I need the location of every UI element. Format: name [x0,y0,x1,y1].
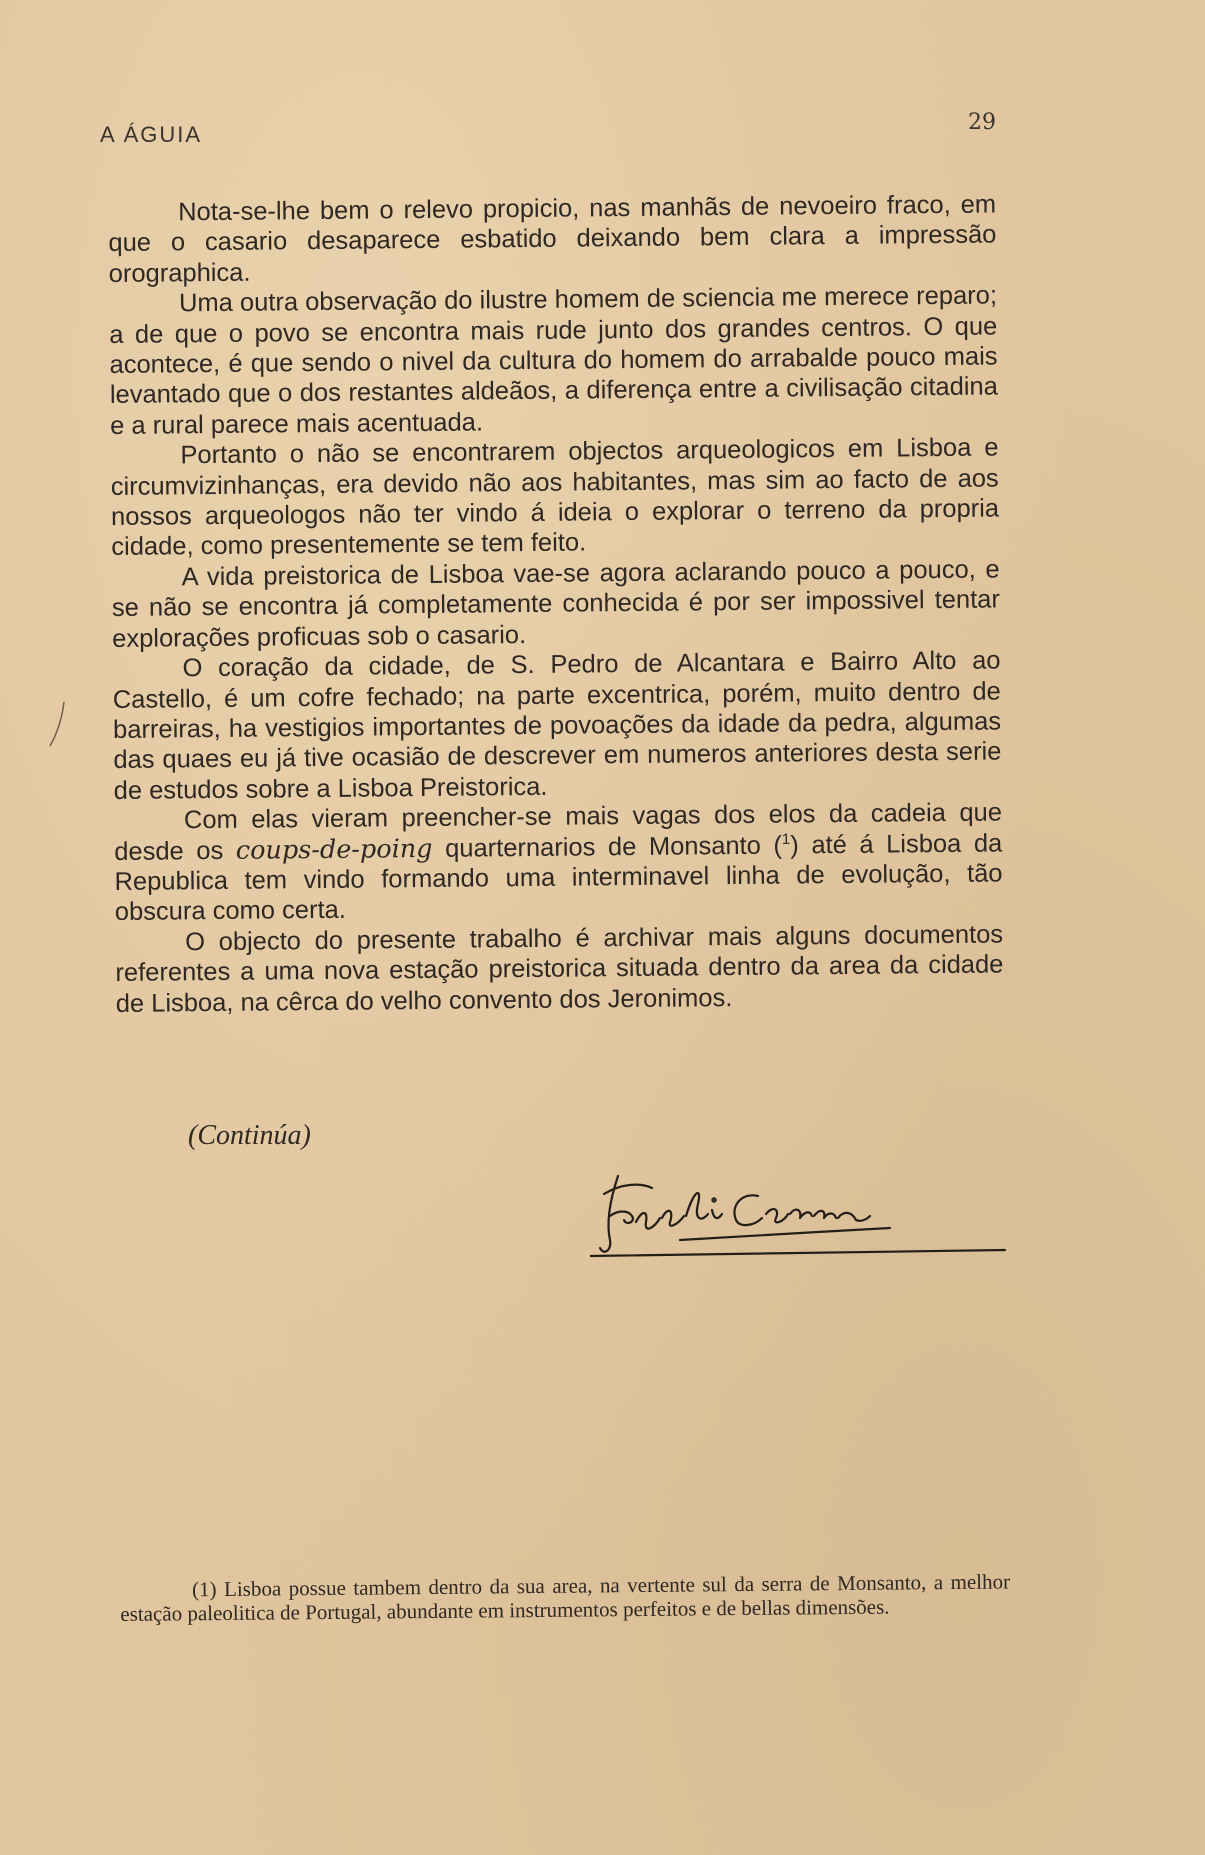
paragraph-6 [114,798,1003,928]
paragraph-6-text-b: quarternarios de Monsanto ( [432,831,783,863]
running-title: A ÁGUIA [100,122,203,147]
paragraph-3-text: Portanto o não se encontrarem objectos arqueologicos em Lisboa e circumvizinhanças, era devido não aos habitantes, mas sim ao facto de aos nossos arqueologos não ter vindo á ideia o explorar o terreno da propria cidade, como presentemente se tem feito. [110,433,1000,562]
paragraph-4 [112,554,1001,654]
margin-pencil-mark [48,700,68,750]
article-body [108,189,1004,1018]
paragraph-3 [110,433,999,563]
paragraph-5-text: O coração da cidade, de S. Pedro de Alcantara e Bairro Alto ao Castello, é um cofre fechado; na parte excentrica, porém, muito dentro de barreiras, ha vestigios importantes de povoações da idade da pedra, algumas das quaes eu já tive ocasião de descrever em numeros anteriores desta serie de estudos sobre a Lisboa Preistorica. [112,646,1002,805]
paragraph-6-text-c: ) até á Lisboa da Republica tem vindo formando uma interminavel linha de evolução, tão obscura como certa. [114,828,1003,927]
footnote-marker: (1) [191,1577,217,1602]
page-number: 29 [968,110,996,135]
footnote-text: Lisboa possue tambem dentro da sua area, na vertente sul da serra de Monsanto, a melhor estação paleolitica de Portugal, abundante em instrumentos perfeitos e de bellas dimensões. [120,1569,1011,1626]
paragraph-4-text: A vida preistorica de Lisboa vae-se agora aclarando pouco a pouco, e se não se encontra já completamente conhecida é por ser impossivel tentar explorações proficuas sob o casario. [111,555,1001,653]
paragraph-6-italic: coups-de-poing [235,833,433,866]
paragraph-2 [109,281,998,442]
paragraph-5 [112,646,1001,807]
paragraph-1 [108,189,997,289]
footnote [120,1569,1010,1626]
paragraph-6-text-a: Com elas vieram preencher-se mais vagas dos elos da cadeia que desde os [114,798,1003,866]
paragraph-2-text: Uma outra observação do ilustre homem de sciencia me merece reparo; a de que o povo se encontra mais rude junto dos grandes centros. O que acontece, é que sendo o nivel da cultura do homem do arrabalde pouco mais levantado que o dos restantes aldeãos, a diferença entre a civilisação citadina e a rural parece mais acentuada. [109,281,998,440]
paragraph-1-text: Nota-se-lhe bem o relevo propicio, nas manhãs de nevoeiro fraco, em que o casario desaparece esbatido deixando bem clara a impressão orographica. [108,190,997,288]
handwritten-signature [590,1170,1010,1260]
footnote-reference: 1 [781,830,791,848]
paragraph-7 [115,919,1004,1019]
paragraph-7-text: O objecto do presente trabalho é archivar mais alguns documentos referentes a uma nova estação preistorica situada dentro da area da cidade de Lisboa, na cêrca do velho convento dos Jeronimos. [115,920,1004,1018]
continued-note: (Continúa) [188,1120,311,1151]
